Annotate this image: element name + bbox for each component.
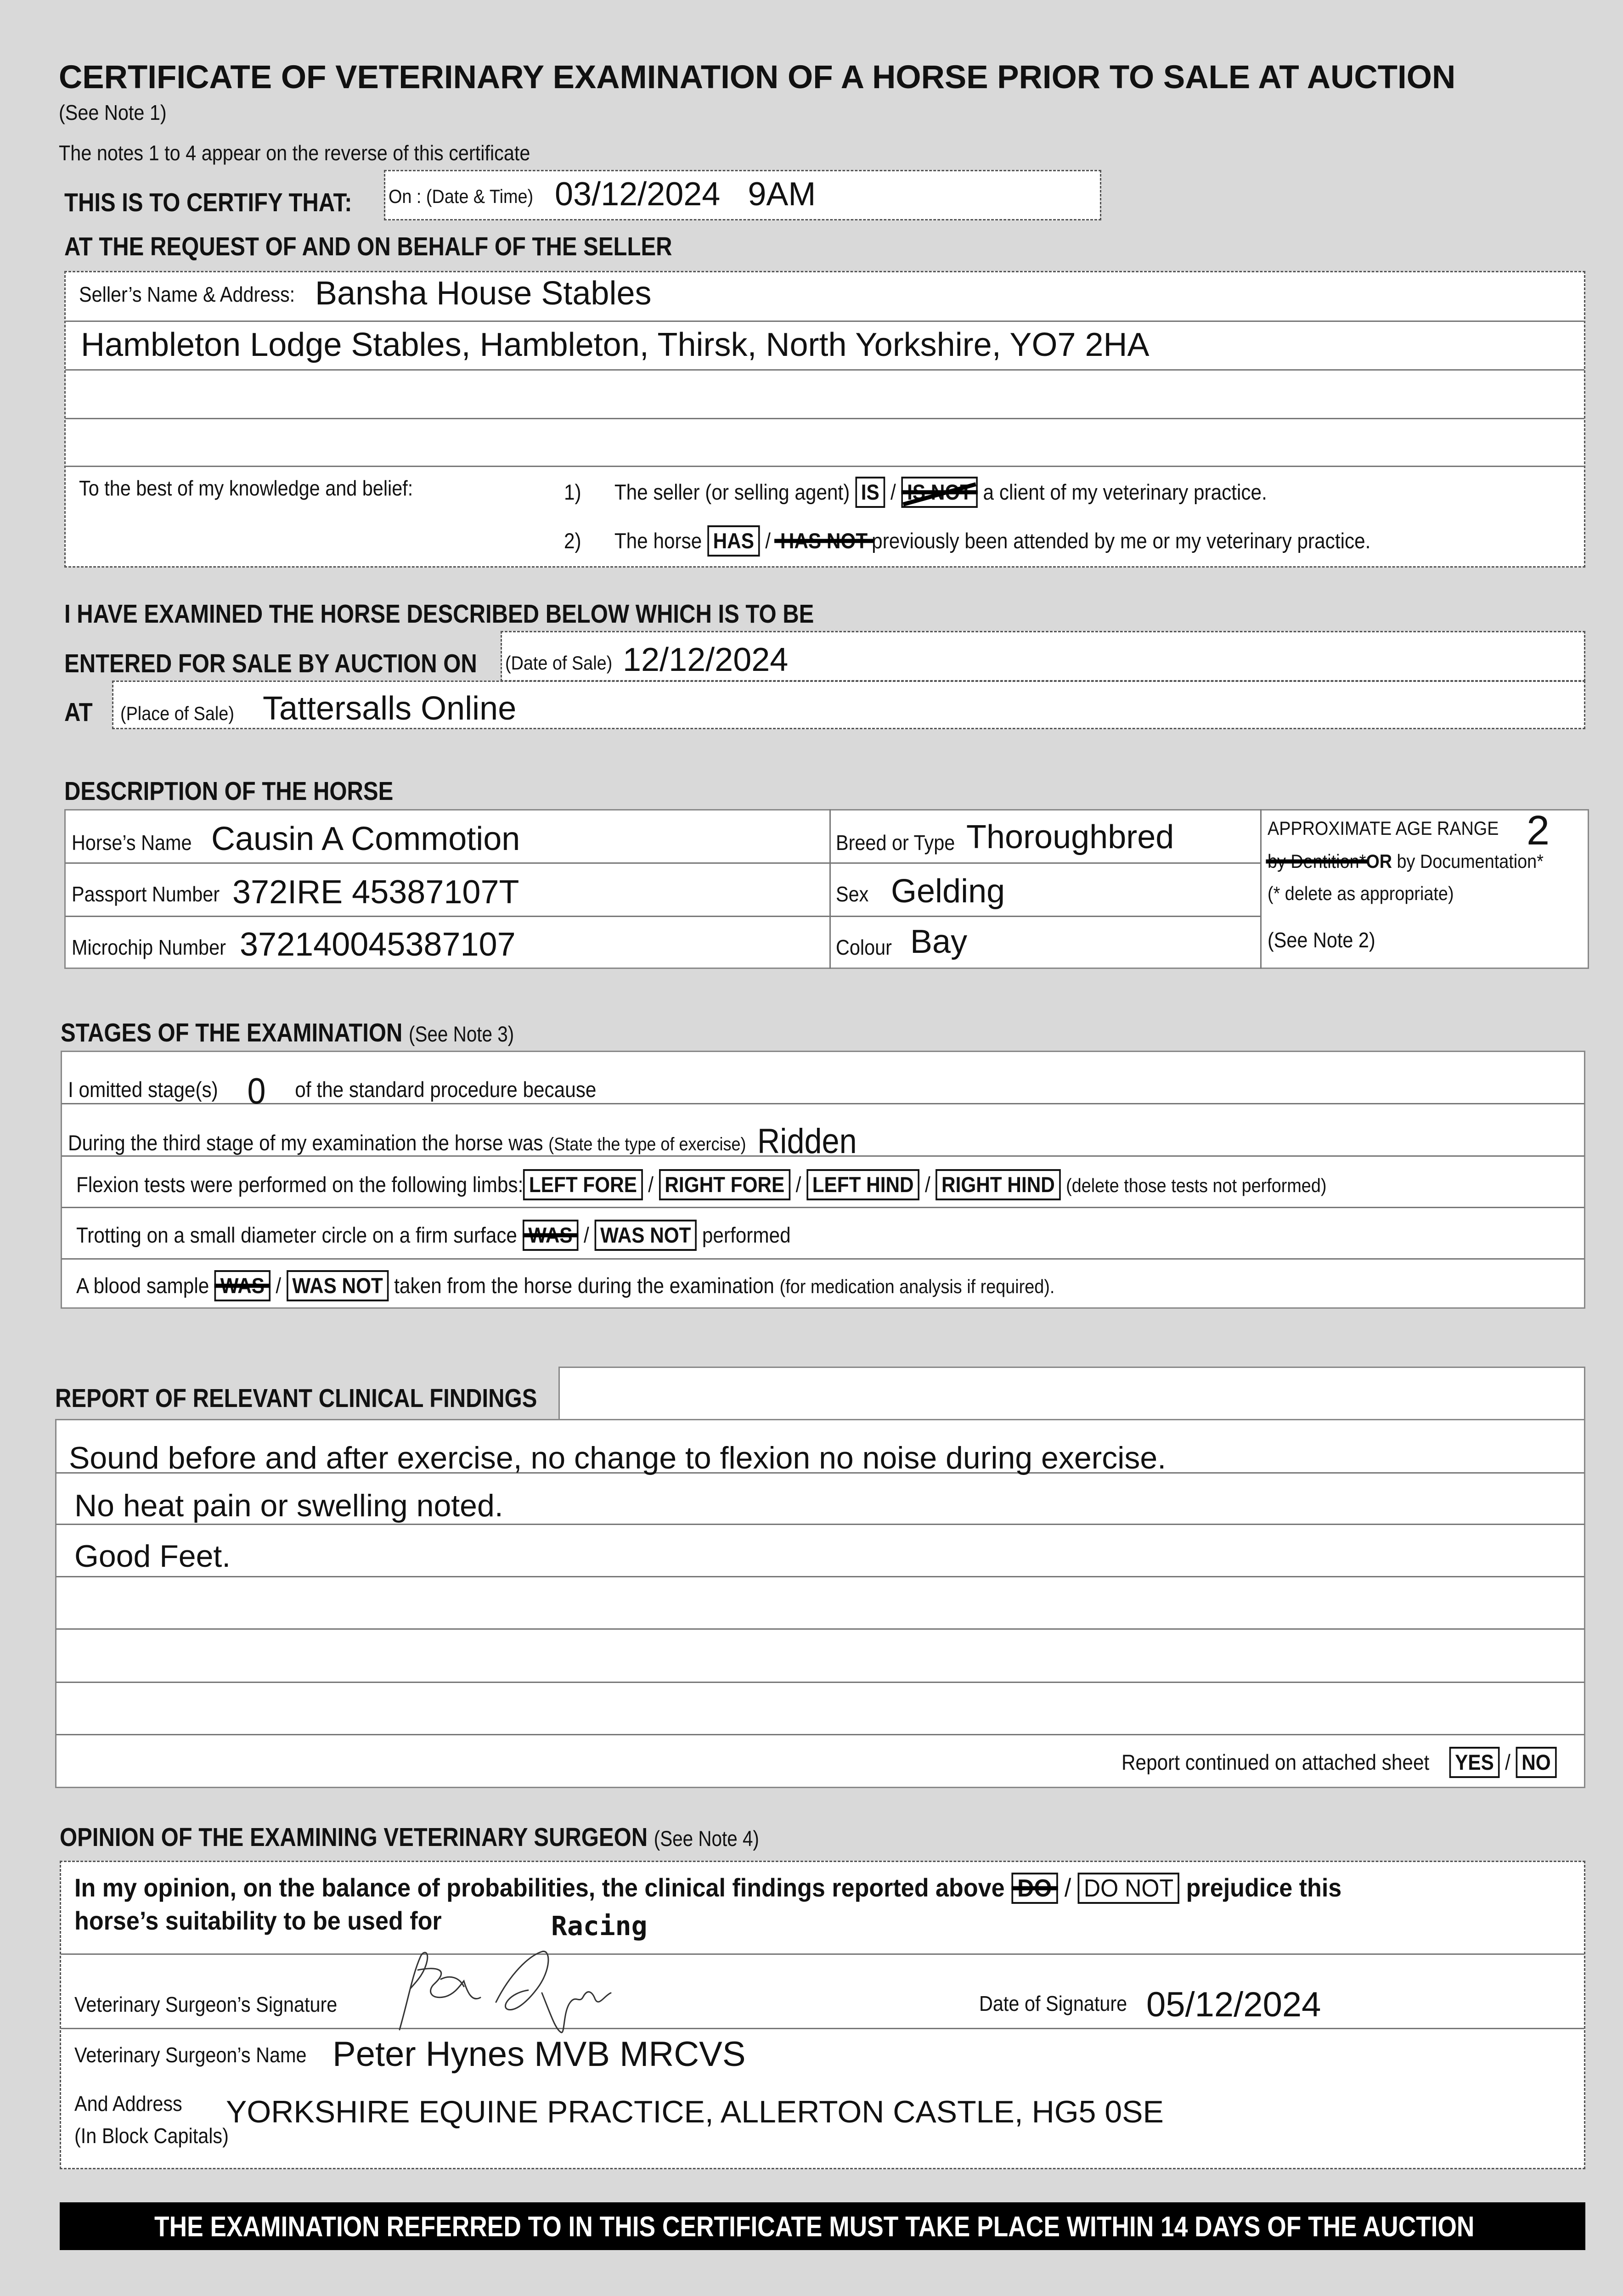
continued-yes-option[interactable]: YES xyxy=(1449,1747,1500,1778)
blood-was-option[interactable]: WAS xyxy=(214,1270,270,1301)
limb-left-fore[interactable]: LEFT FORE xyxy=(523,1169,642,1200)
see-note-1: (See Note 1) xyxy=(59,101,167,124)
horse-name-label: Horse’s Name xyxy=(72,831,192,855)
seller-address-value[interactable]: Hambleton Lodge Stables, Hambleton, Thirsk, North Yorkshire, YO7 2HA xyxy=(81,326,1150,363)
omitted-stage-value[interactable]: 0 xyxy=(247,1070,266,1111)
sale-date-value: 12/12/2024 xyxy=(623,642,789,678)
vet-name-label: Veterinary Surgeon’s Name xyxy=(74,2043,307,2067)
report-line-1: Sound before and after exercise, no change to flexion no noise during exercise. xyxy=(69,1441,1167,1475)
breed-label: Breed or Type xyxy=(836,831,955,855)
opinion-title: OPINION OF THE EXAMINING VETERINARY SURGEON (See Note 4) xyxy=(60,1823,759,1852)
statement-1: 1) The seller (or selling agent) IS / IS NOT a client of my veterinary practice. xyxy=(564,477,1267,508)
sale-place-value: Tattersalls Online xyxy=(263,690,517,727)
statement-2: 2) The horse HAS / HAS NOT previously been attended by me or my veterinary practice. xyxy=(564,525,1370,557)
horse-name-value[interactable]: Causin A Commotion xyxy=(211,821,520,857)
horse-has-option[interactable]: HAS xyxy=(707,525,760,557)
signature-label: Veterinary Surgeon’s Signature xyxy=(74,1992,338,2016)
seller-box xyxy=(64,271,1585,568)
passport-label: Passport Number xyxy=(72,882,220,906)
microchip-label: Microchip Number xyxy=(72,935,226,959)
continued-no-option[interactable]: NO xyxy=(1516,1747,1557,1778)
sex-label: Sex xyxy=(836,882,869,906)
breed-value[interactable]: Thoroughbred xyxy=(966,819,1174,855)
sale-date-label: (Date of Sale) xyxy=(505,652,613,674)
report-continued-row: Report continued on attached sheet YES / NO xyxy=(1121,1747,1556,1778)
microchip-value[interactable]: 372140045387107 xyxy=(240,926,516,963)
age-by-dentition[interactable]: by Dentition* xyxy=(1268,850,1366,872)
seller-is-not-option[interactable]: IS NOT xyxy=(902,477,978,508)
report-title: REPORT OF RELEVANT CLINICAL FINDINGS xyxy=(55,1384,537,1413)
at-label: AT xyxy=(64,698,93,727)
certificate-title: CERTIFICATE OF VETERINARY EXAMINATION OF A HORSE PRIOR TO SALE AT AUCTION xyxy=(59,59,1456,96)
examined-line: I HAVE EXAMINED THE HORSE DESCRIBED BELOW WHICH IS TO BE xyxy=(64,599,814,629)
opinion-statement: In my opinion, on the balance of probabilities, the clinical findings reported above DO / DO NOT prejudice this xyxy=(74,1873,1341,1904)
age-note: (See Note 2) xyxy=(1268,928,1375,952)
opinion-do-not-option[interactable]: DO NOT xyxy=(1078,1873,1179,1904)
sex-value[interactable]: Gelding xyxy=(891,873,1005,910)
date-of-signature-label: Date of Signature xyxy=(979,1992,1127,2015)
horse-section-title: DESCRIPTION OF THE HORSE xyxy=(64,777,394,806)
signature-image xyxy=(390,1942,629,2034)
third-stage-value[interactable]: Ridden xyxy=(757,1122,857,1161)
age-label: APPROXIMATE AGE RANGE xyxy=(1268,817,1499,839)
trot-was-not-option[interactable]: WAS NOT xyxy=(595,1220,697,1251)
age-delete-hint: (* delete as appropriate) xyxy=(1268,883,1454,904)
colour-value[interactable]: Bay xyxy=(910,923,968,960)
horse-has-not-option[interactable]: HAS NOT xyxy=(776,527,872,555)
passport-value[interactable]: 372IRE 45387107T xyxy=(232,874,519,911)
seller-name-value[interactable]: Bansha House Stables xyxy=(315,275,652,312)
age-value[interactable]: 2 xyxy=(1527,808,1550,854)
age-method: by Dentition*OR by Documentation* xyxy=(1268,850,1544,872)
report-line-2: No heat pain or swelling noted. xyxy=(74,1488,503,1523)
entered-label: ENTERED FOR SALE BY AUCTION ON xyxy=(64,649,477,678)
certify-label: THIS IS TO CERTIFY THAT: xyxy=(64,188,352,217)
notes-line: The notes 1 to 4 appear on the reverse of this certificate xyxy=(59,141,530,165)
seller-name-label: Seller’s Name & Address: xyxy=(79,282,295,306)
report-line-3: Good Feet. xyxy=(74,1539,231,1574)
flexion-row: Flexion tests were performed on the following limbs: LEFT FORE / RIGHT FORE / LEFT HIND / RIGHT HIND (delete those tests not performed) xyxy=(76,1169,1326,1200)
request-label: AT THE REQUEST OF AND ON BEHALF OF THE SELLER xyxy=(64,232,672,261)
blood-was-not-option[interactable]: WAS NOT xyxy=(287,1270,389,1301)
seller-is-option[interactable]: IS xyxy=(855,477,885,508)
report-header-cell xyxy=(558,1367,1585,1421)
opinion-use-value[interactable]: Racing xyxy=(551,1910,648,1941)
vet-address-hint: (In Block Capitals) xyxy=(74,2124,229,2148)
vet-address-value[interactable]: YORKSHIRE EQUINE PRACTICE, ALLERTON CASTLE, HG5 0SE xyxy=(226,2094,1164,2129)
blood-row: A blood sample WAS / WAS NOT taken from the horse during the examination (for medication analysis if required). xyxy=(76,1270,1054,1301)
exam-datetime-value: 03/12/2024 9AM xyxy=(555,176,816,213)
footer-banner xyxy=(60,2202,1585,2250)
trot-row: Trotting on a small diameter circle on a firm surface WAS / WAS NOT performed xyxy=(76,1220,791,1251)
trot-was-option[interactable]: WAS xyxy=(523,1220,579,1251)
third-stage-row: During the third stage of my examination the horse was (State the type of exercise) Ridden xyxy=(68,1122,857,1161)
stages-title: STAGES OF THE EXAMINATION (See Note 3) xyxy=(61,1018,514,1047)
opinion-statement-line2: horse’s suitability to be used for xyxy=(74,1906,442,1935)
opinion-do-option[interactable]: DO xyxy=(1011,1873,1058,1904)
exam-datetime-label: On : (Date & Time) xyxy=(389,186,534,207)
limb-right-fore[interactable]: RIGHT FORE xyxy=(659,1169,790,1200)
sale-place-label: (Place of Sale) xyxy=(120,703,234,724)
vet-name-value[interactable]: Peter Hynes MVB MRCVS xyxy=(332,2035,746,2074)
limb-right-hind[interactable]: RIGHT HIND xyxy=(935,1169,1060,1200)
age-by-documentation[interactable]: by Documentation* xyxy=(1397,850,1544,872)
omitted-row: I omitted stage(s) 0 of the standard procedure because xyxy=(68,1070,597,1111)
date-of-signature-value[interactable]: 05/12/2024 xyxy=(1146,1985,1321,2024)
belief-label: To the best of my knowledge and belief: xyxy=(79,476,413,500)
footer-banner-text: THE EXAMINATION REFERRED TO IN THIS CERTIFICATE MUST TAKE PLACE WITHIN 14 DAYS OF THE AUCTION xyxy=(154,2211,1475,2243)
vet-address-label: And Address xyxy=(74,2092,182,2116)
limb-left-hind[interactable]: LEFT HIND xyxy=(806,1169,919,1200)
colour-label: Colour xyxy=(836,935,892,959)
